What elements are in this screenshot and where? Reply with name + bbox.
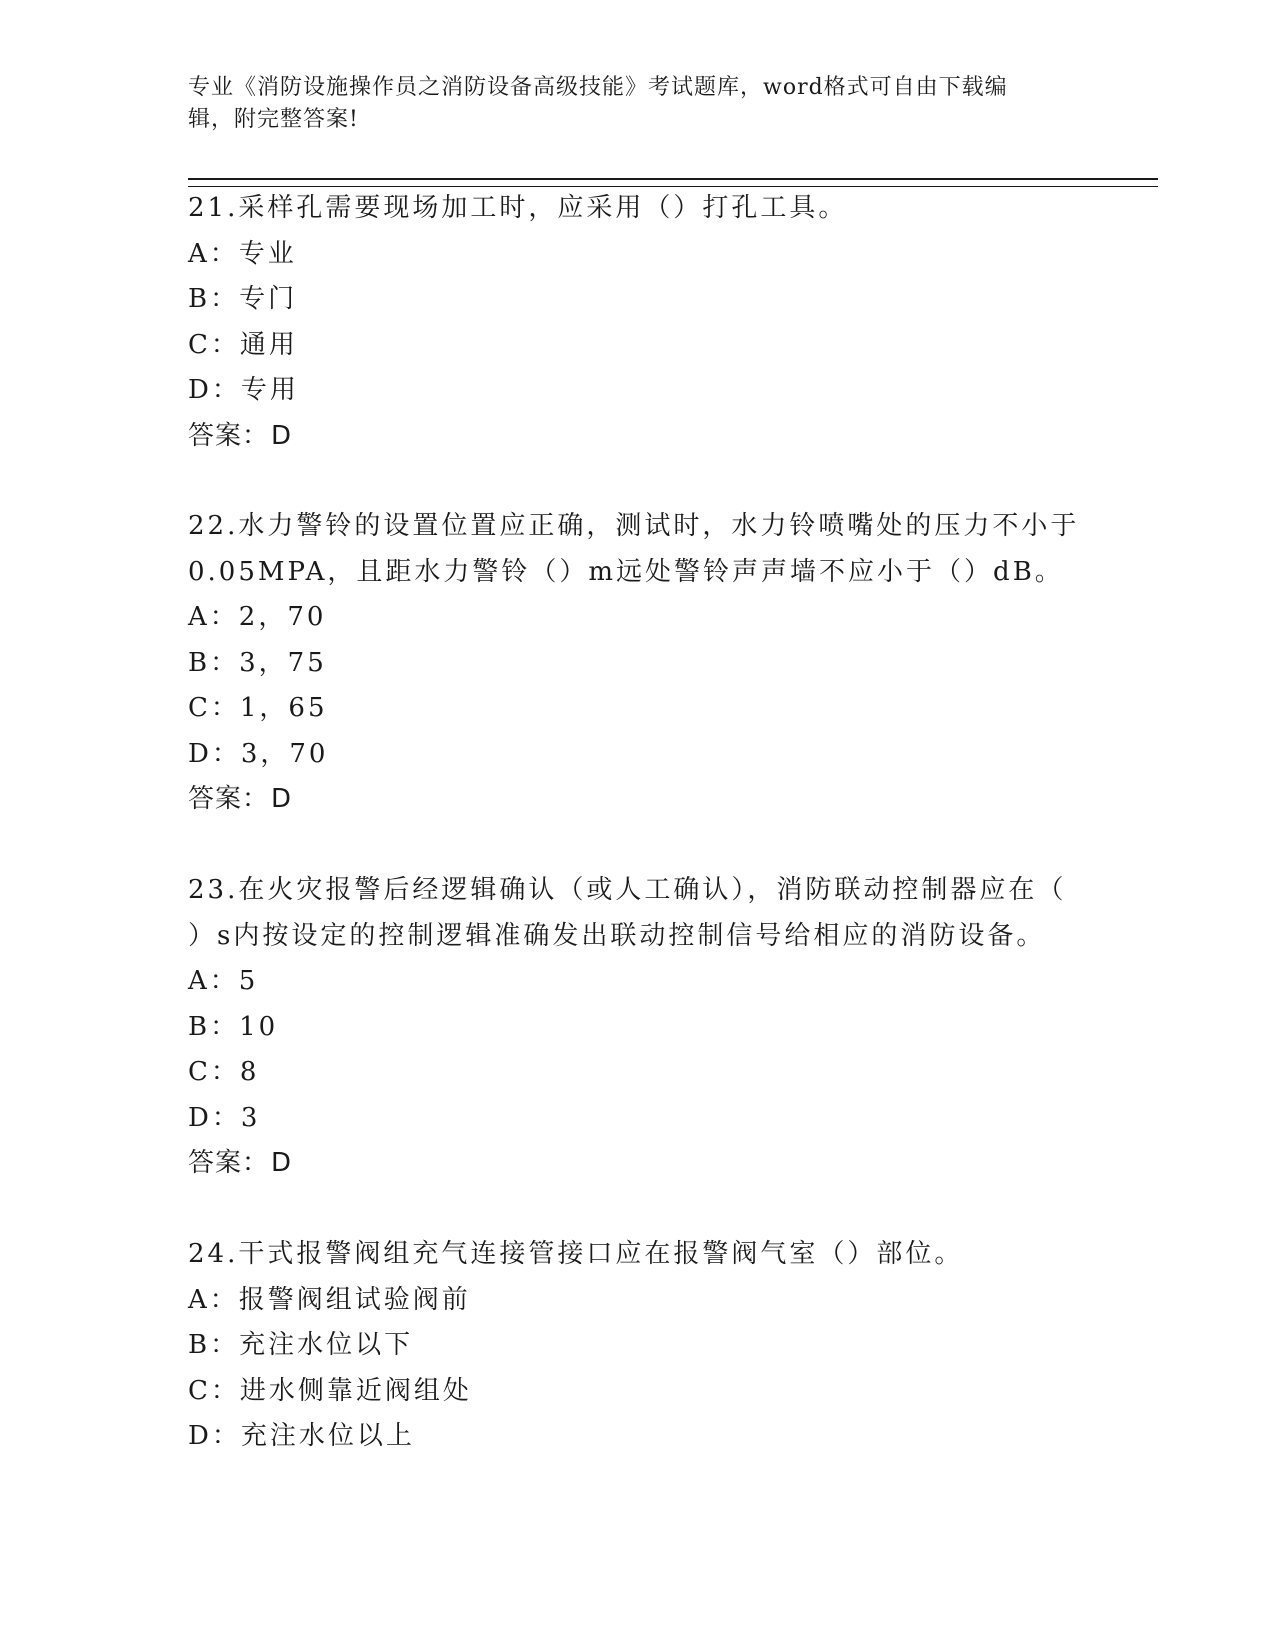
option-d: D：专用 [188, 375, 299, 405]
answer-line [188, 777, 1088, 823]
answer-label: 答案： [188, 420, 270, 451]
answer-value: D [271, 784, 293, 814]
answer-label: 答案： [188, 784, 270, 814]
option-d: D：充注水位以上 [188, 1421, 415, 1451]
option-b: B：充注水位以下 [188, 1330, 414, 1360]
option-c: C：8 [188, 1057, 260, 1087]
answer-line [188, 414, 1088, 460]
option-d: D：3，70 [188, 738, 329, 769]
option-c: C：进水侧靠近阀组处 [188, 1375, 472, 1406]
option-b: B：3，75 [188, 647, 327, 678]
header-line-1: 专业《消防设施操作员之消防设备高级技能》考试题库，word格式可自由下载编 [188, 75, 1008, 100]
header-line-2: 辑，附完整答案! [188, 107, 359, 132]
question-stem-continued: ）s内按设定的控制逻辑准确发出联动控制信号给相应的消防设备。 [188, 920, 1046, 951]
question-stem: 23.在火灾报警后经逻辑确认（或人工确认），消防联动控制器应在（ [188, 875, 1067, 905]
answer-value: D [271, 420, 293, 451]
option-a: A：专业 [188, 238, 297, 269]
document-header [188, 72, 1088, 136]
option-b: B：10 [188, 1011, 279, 1042]
question-stem: 21.采样孔需要现场加工时，应采用（）打孔工具。 [188, 193, 848, 223]
option-a: A：5 [188, 966, 259, 996]
question-23 [188, 868, 1088, 1187]
answer-value: D [271, 1148, 293, 1178]
option-c: C：1，65 [188, 693, 328, 723]
option-a: A：报警阀组试验阀前 [188, 1284, 471, 1315]
question-21 [188, 186, 1088, 459]
answer-label: 答案： [188, 1148, 270, 1178]
question-22 [188, 504, 1088, 823]
option-c: C：通用 [188, 329, 298, 360]
option-b: B：专门 [188, 284, 298, 314]
question-stem-continued: 0.05MPA，且距水力警铃（）m远处警铃声声墙不应小于（）dB。 [188, 556, 1064, 587]
question-stem: 22.水力警铃的设置位置应正确，测试时，水力铃喷嘴处的压力不小于 [188, 511, 1080, 541]
answer-line [188, 1141, 1088, 1187]
option-a: A：2，70 [188, 602, 327, 632]
option-d: D：3 [188, 1102, 261, 1133]
question-24 [188, 1232, 1088, 1460]
question-stem: 24.干式报警阀组充气连接管接口应在报警阀气室（）部位。 [188, 1239, 964, 1269]
